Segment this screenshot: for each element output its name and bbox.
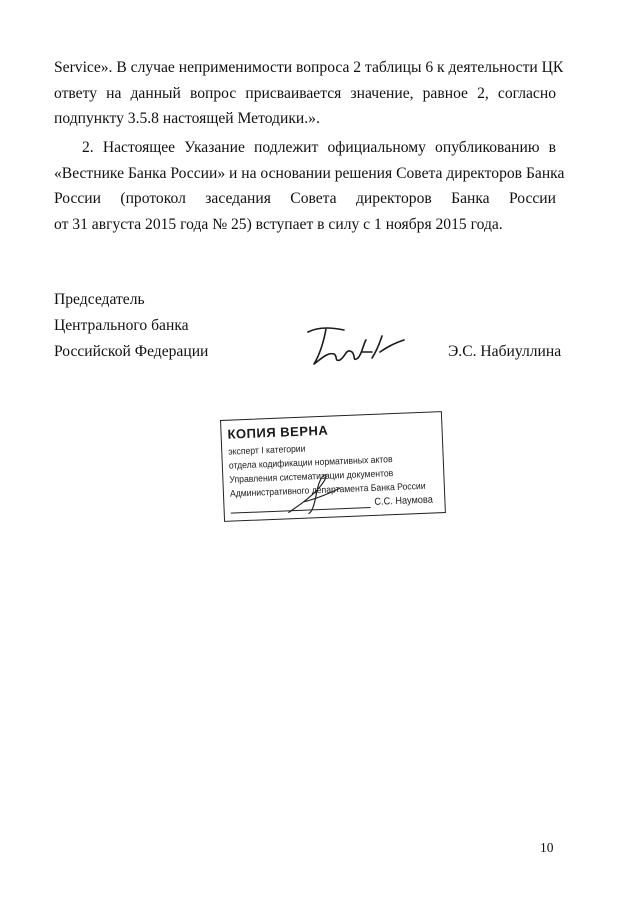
text-line: 2. Настоящее Указание подлежит официальному опубликованию в — [82, 139, 556, 156]
stamp-line: Административного департамента Банка России — [229, 479, 426, 499]
page-number: 10 — [540, 840, 554, 855]
signatory-position — [54, 287, 208, 365]
text-line: от 31 августа 2015 года № 25) вступает в силу с 1 ноября 2015 года. — [54, 215, 503, 233]
stamp-signer: С.С. Наумова — [374, 494, 434, 508]
stamp-title: КОПИЯ ВЕРНА — [227, 422, 329, 442]
stamp-line: отдела кодификации нормативных актов — [228, 453, 393, 471]
position-line: Центрального банка — [54, 317, 189, 334]
paragraph-item-2 — [54, 135, 565, 237]
text-line: ответу на данный вопрос присваивается значение, равное 2, согласно — [54, 84, 556, 102]
position-line: Российской Федерации — [54, 343, 209, 360]
text-line: России (протокол заседания Совета директоров Банка России — [54, 190, 556, 207]
stamp-handwritten-signature — [283, 470, 355, 517]
text-line: подпункту 3.5.8 настоящей Методики.». — [54, 110, 320, 127]
stamp-line: Управления систематизации документов — [229, 467, 394, 485]
certified-copy-stamp — [220, 411, 446, 522]
stamp-line: эксперт I категории — [228, 442, 306, 457]
text-line: Service». В случае неприменимости вопроса 2 таблицы 6 к деятельности ЦК — [54, 59, 564, 76]
position-line: Председатель — [54, 291, 145, 308]
text-line: «Вестнике Банка России» и на основании решения Совета директоров Банка — [54, 164, 565, 182]
paragraph-continued — [54, 55, 564, 132]
signatory-name: Э.С. Набиуллина — [448, 343, 562, 360]
handwritten-signature — [300, 318, 410, 370]
